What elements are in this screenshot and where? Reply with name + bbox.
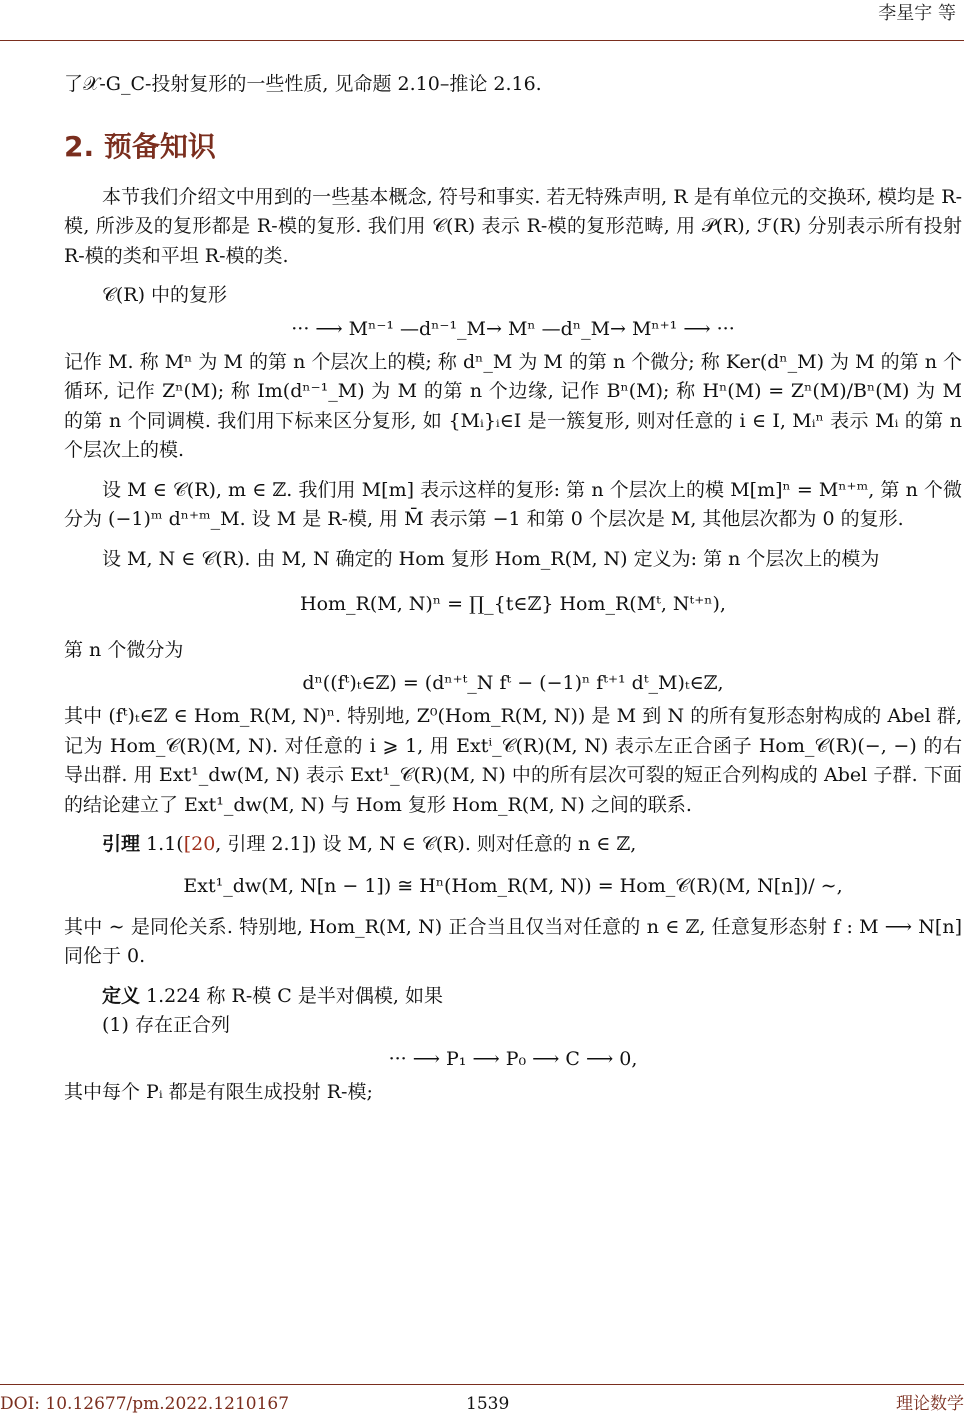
display-resolution: ··· ⟶ P₁ ⟶ P₀ ⟶ C ⟶ 0, (388, 1047, 638, 1070)
display-hom: Hom_R(M, N)ⁿ = ∏_{t∈ℤ} Hom_R(Mᵗ, Nᵗ⁺ⁿ), (300, 593, 726, 616)
footer-doi[interactable]: DOI: 10.12677/pm.2022.1210167 (0, 1394, 290, 1414)
lemma-number: 1.1( (146, 833, 184, 856)
paragraph-3: 记作 M. 称 Mⁿ 为 M 的第 n 个层次上的模; 称 dⁿ_M 为 M 的第 n 个微分; 称 Ker(dⁿ_M) 为 M 的第 n 个循环, 记作 Zⁿ(M); 称 Im(dⁿ⁻¹_M) 为 M 的第 n 个边缘, 记作 Bⁿ(M); 称 Hⁿ(M) = Zⁿ(M)/Bⁿ(M) 为 M 的第 n 个同调模. 我们用下标来区分复形, 如 {Mᵢ}ᵢ∈I 是一簇复形, 则对任意的 i ∈ I, Mᵢⁿ 表示 Mᵢ 的第 n 个层次上的模. (64, 351, 962, 462)
lemma-label: 引理 (102, 833, 141, 856)
citation-link[interactable]: [20 (183, 833, 216, 856)
paragraph-5: 设 M, N ∈ 𝒞(R). 由 M, N 确定的 Hom 复形 Hom_R(M, N) 定义为: 第 n 个层次上的模为 (102, 547, 880, 570)
definition-text: 1.224 称 R-模 C 是半对偶模, 如果 (140, 984, 443, 1007)
lemma-text: 设 M, N ∈ 𝒞(R). 则对任意的 n ∈ ℤ, (316, 833, 637, 856)
last-line: 其中每个 Pᵢ 都是有限生成投射 R-模; (64, 1081, 373, 1104)
section-title: 2. 预备知识 (64, 130, 216, 164)
paragraph-2: 𝒞(R) 中的复形 (102, 284, 228, 307)
lemma (64, 830, 962, 859)
display-diff: dⁿ((fᵗ)ₜ∈ℤ) = (dⁿ⁺ᵗ_N fᵗ − (−1)ⁿ fᵗ⁺¹ dᵗ_M)ₜ∈ℤ, (302, 671, 724, 694)
page-footer (0, 1384, 964, 1415)
footer-page-number: 1539 (466, 1394, 510, 1414)
item-1: (1) 存在正合列 (102, 1014, 230, 1037)
display-complex: ··· ⟶ Mⁿ⁻¹ —dⁿ⁻¹_M→ Mⁿ —dⁿ_M→ Mⁿ⁺¹ ⟶ ··· (291, 317, 735, 340)
footer-journal: 理论数学 (896, 1394, 964, 1414)
paragraph-6: 第 n 个微分为 (64, 638, 184, 661)
paragraph-7: 其中 (fᵗ)ₜ∈ℤ ∈ Hom_R(M, N)ⁿ. 特别地, Z⁰(Hom_R(M, N)) 是 M 到 N 的所有复形态射构成的 Abel 群, 记为 Hom_𝒞(R)(M, N). 对任意的 i ⩾ 1, 用 Extⁱ_𝒞(R)(M, N) 表示左正合函子 Hom_𝒞(R)(−, −) 的右导出群. 用 Ext¹_dw(M, N) 表示 Ext¹_𝒞(R)(M, N) 中的所有层次可裂的短正合列构成的 Abel 子群. 下面的结论建立了 Ext¹_dw(M, N) 与 Hom 复形 Hom_R(M, N) 之间的联系. (64, 705, 962, 816)
definition-label: 定义 (102, 984, 141, 1007)
page-header (0, 0, 964, 41)
definition (64, 982, 962, 1011)
after-lemma: 其中 ∼ 是同伦关系. 特别地, Hom_R(M, N) 正合当且仅当对任意的 n ∈ ℤ, 任意复形态射 f : M ⟶ N[n] 同伦于 0. (64, 916, 962, 968)
display-ext: Ext¹_dw(M, N[n − 1]) ≅ Hⁿ(Hom_R(M, N)) = Hom_𝒞(R)(M, N[n])/ ∼, (183, 874, 843, 897)
lemma-cite-rest: , 引理 2.1]) (215, 833, 317, 856)
paragraph-1: 本节我们介绍文中用到的一些基本概念, 符号和事实. 若无特殊声明, R 是有单位元的交换环, 模均是 R-模, 所涉及的复形都是 R-模的复形. 我们用 𝒞(R) 表示 R-模的复形范畴, 用 𝒫(R), ℱ(R) 分别表示所有投射 R-模的类和平坦 R-模的类. (64, 185, 962, 267)
intro-line: 了𝒳-G_C-投射复形的一些性质, 见命题 2.10–推论 2.16. (64, 73, 542, 95)
paragraph-4: 设 M ∈ 𝒞(R), m ∈ ℤ. 我们用 M[m] 表示这样的复形: 第 n 个层次上的模 M[m]ⁿ = Mⁿ⁺ᵐ, 第 n 个微分为 (−1)ᵐ dⁿ⁺ᵐ_M. 设 M 是 R-模, 用 M̄ 表示第 −1 和第 0 个层次是 M, 其他层次都为 0 的复形. (64, 478, 962, 531)
header-authors: 李星宇 等 (878, 3, 956, 24)
page-body (64, 70, 962, 1108)
